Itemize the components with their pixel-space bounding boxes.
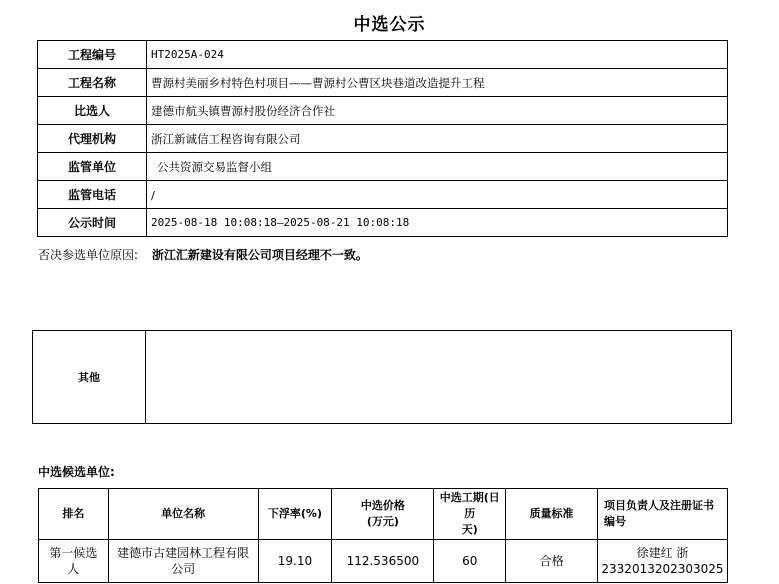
header-price-line2: (万元) [366,515,399,528]
info-value: 公共资源交易监督小组 [147,153,728,181]
cell-name [108,540,258,583]
page-title: 中选公示 [353,15,426,35]
cell-manager-line2: 2332013202303025 [601,562,724,576]
cell-name-line2: 公司 [171,562,196,576]
info-value: 2025-08-18 10:08:18—2025-08-21 10:08:18 [147,209,728,237]
candidates-title: 中选候选单位: [38,465,115,479]
info-value: 浙江新诚信工程咨询有限公司 [147,125,728,153]
rejection-reason-value: 浙江汇新建设有限公司项目经理不一致。 [151,248,368,262]
header-name: 单位名称 [108,489,258,540]
info-label: 工程名称 [38,69,147,97]
cell-rank [39,540,109,583]
header-rank: 排名 [39,489,109,540]
candidates-table [38,488,728,583]
info-label: 代理机构 [38,125,147,153]
info-value: 建德市航头镇曹源村股份经济合作社 [147,97,728,125]
info-label: 公示时间 [38,209,147,237]
rejection-reason [38,246,368,263]
header-manager-line1: 项目负责人及注册证书 [603,499,714,512]
info-row-supervisor-phone [38,181,728,209]
cell-rank-line1: 第一候选 [49,546,98,560]
header-manager-line2: 编号 [603,515,626,528]
info-label: 监管电话 [38,181,147,209]
info-row-agency [38,125,728,153]
project-info-table [37,40,728,237]
header-period-line2: 天) [461,523,478,536]
info-value: HT2025A-024 [147,41,728,69]
cell-period: 60 [434,540,506,583]
header-period [434,489,506,540]
header-period-line1: 中选工期(日历 [439,491,500,520]
other-value [146,331,732,424]
other-section [32,330,732,424]
cell-manager [597,540,727,583]
header-rate: 下浮率(%) [258,489,332,540]
rejection-reason-label: 否决参选单位原因: [38,248,139,262]
header-manager [597,489,727,540]
other-label: 其他 [33,331,146,424]
cell-rate: 19.10 [258,540,332,583]
info-row-supervisor [38,153,728,181]
cell-manager-line1: 徐建红 浙 [636,546,689,560]
info-row-selector [38,97,728,125]
cell-quality: 合格 [506,540,598,583]
header-price-line1: 中选价格 [360,499,405,512]
cell-name-line1: 建德市古建园林工程有限 [117,546,250,560]
cell-price: 112.536500 [332,540,434,583]
header-quality: 质量标准 [506,489,598,540]
info-label: 工程编号 [38,41,147,69]
table-row [39,540,728,583]
candidates-header-row [39,489,728,540]
cell-rank-line2: 人 [67,562,80,576]
info-label: 比选人 [38,97,147,125]
info-row-publicity-time [38,209,728,237]
info-row-project-number [38,41,728,69]
header-price [332,489,434,540]
info-row-project-name [38,69,728,97]
info-label: 监管单位 [38,153,147,181]
info-value: 曹源村美丽乡村特色村项目——曹源村公曹区块巷道改造提升工程 [147,69,728,97]
info-value: / [147,181,728,209]
